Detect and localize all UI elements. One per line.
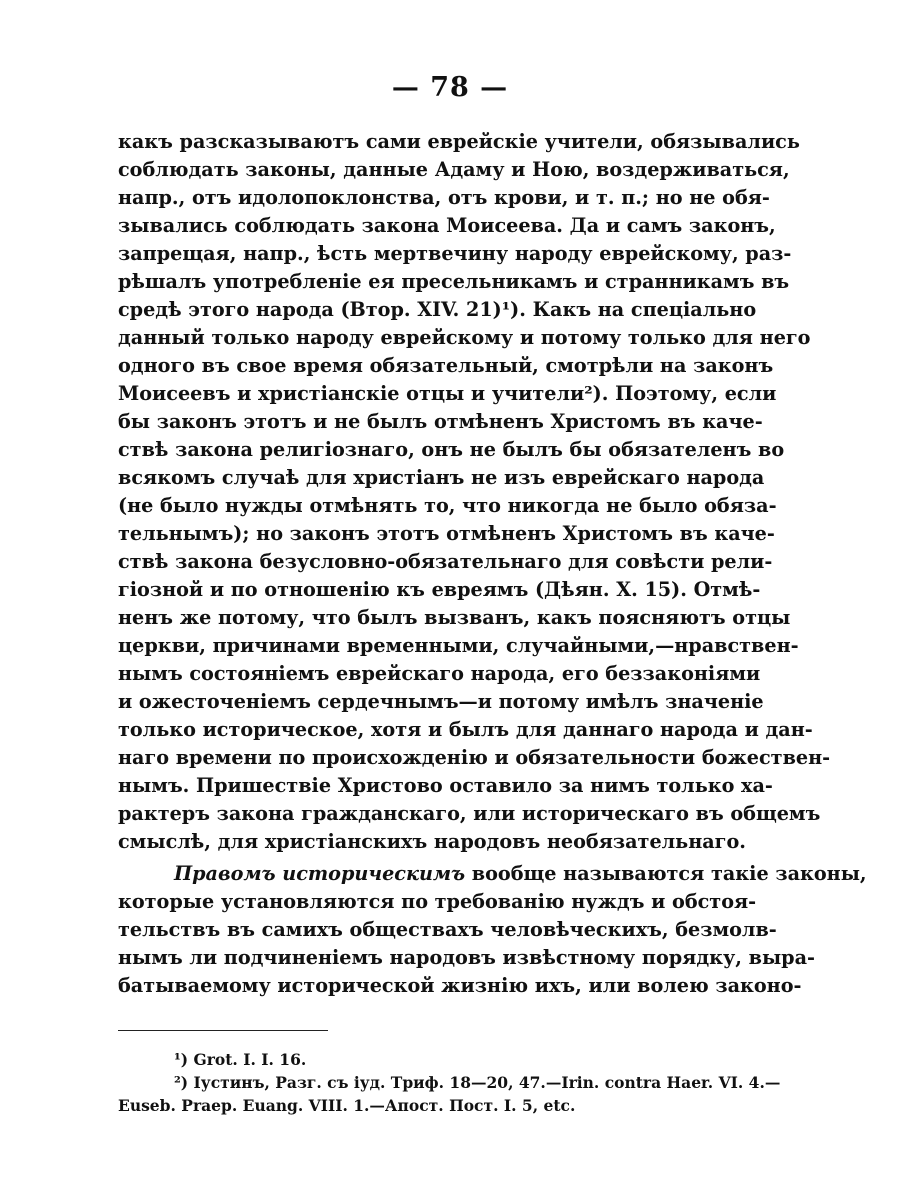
main-text: [118, 128, 867, 1000]
footnotes: [118, 1048, 781, 1117]
paragraph-historical-law: [118, 860, 867, 1000]
paragraph-continuation: [118, 128, 831, 856]
text-line: зывались соблюдать закона Моисеева. Да и самъ законъ,: [118, 214, 776, 237]
text-line: гіозной и по отношенію къ евреямъ (Дѣян. X. 15). Отмѣ-: [118, 578, 761, 601]
text-line: ненъ же потому, что былъ вызванъ, какъ поясняютъ отцы: [118, 606, 791, 629]
text-line: наго времени по происхожденію и обязательности божествен-: [118, 746, 831, 769]
text-line: рѣшалъ употребленіе ея пресельникамъ и странникамъ въ: [118, 270, 790, 293]
text-line: нымъ ли подчиненіемъ народовъ извѣстному порядку, выра-: [118, 946, 815, 969]
text-line: батываемому исторической жизнію ихъ, или волею законо-: [118, 974, 802, 997]
italic-term: Правомъ историческимъ: [174, 862, 466, 885]
text-line: бы законъ этотъ и не былъ отмѣненъ Христомъ въ каче-: [118, 410, 763, 433]
text-line: соблюдать законы, данные Адаму и Ною, воздерживаться,: [118, 158, 790, 181]
page-number: — 78 —: [391, 72, 509, 103]
footnote-2-continuation: Euseb. Praep. Euang. VIII. 1.—Апост. Пост. I. 5, etc.: [118, 1096, 576, 1115]
text-line: церкви, причинами временными, случайными,—нравствен-: [118, 634, 799, 657]
footnote-2: ²) Іустинъ, Разг. съ іуд. Триф. 18—20, 47.—Irin. contra Haer. VI. 4.—: [174, 1073, 781, 1092]
text-line: одного въ свое время обязательный, смотрѣли на законъ: [118, 354, 774, 377]
text-line: средѣ этого народа (Втор. XIV. 21)¹). Какъ на спеціально: [118, 298, 757, 321]
text-line: которые установляются по требованію нуждъ и обстоя-: [118, 890, 757, 913]
text-line: всякомъ случаѣ для христіанъ не изъ еврейскаго народа: [118, 466, 765, 489]
text-line: нымъ. Пришествіе Христово оставило за нимъ только ха-: [118, 774, 773, 797]
text-line: нымъ состояніемъ еврейскаго народа, его беззаконіями: [118, 662, 761, 685]
text-line: тельствъ въ самихъ обществахъ человѣческихъ, безмолв-: [118, 918, 777, 941]
footnote-1: ¹) Grot. I. I. 16.: [174, 1050, 307, 1069]
text-line: [118, 860, 867, 888]
text-line: (не было нужды отмѣнять то, что никогда не было обяза-: [118, 494, 777, 517]
text-line: смыслѣ, для христіанскихъ народовъ необязательнаго.: [118, 830, 746, 853]
text-line: запрещая, напр., ѣсть мертвечину народу еврейскому, раз-: [118, 242, 792, 265]
text-line: данный только народу еврейскому и потому только для него: [118, 326, 811, 349]
text-line: ствѣ закона безусловно-обязательнаго для совѣсти рели-: [118, 550, 773, 573]
text-line: Моисеевъ и христіанскіе отцы и учители²). Поэтому, если: [118, 382, 777, 405]
text-line: тельнымъ); но законъ этотъ отмѣненъ Христомъ въ каче-: [118, 522, 775, 545]
text-run: вообще называются такіе законы,: [465, 862, 867, 885]
footnote-divider: [118, 1030, 328, 1031]
text-line: ствѣ закона религіознаго, онъ не былъ бы обязателенъ во: [118, 438, 785, 461]
text-line: и ожесточеніемъ сердечнымъ—и потому имѣлъ значеніе: [118, 690, 764, 713]
text-line: рактеръ закона гражданскаго, или историческаго въ общемъ: [118, 802, 821, 825]
text-line: напр., отъ идолопоклонства, отъ крови, и т. п.; но не обя-: [118, 186, 770, 209]
text-line: только историческое, хотя и былъ для даннаго народа и дан-: [118, 718, 813, 741]
text-line: какъ разсказываютъ сами еврейскіе учители, обязывались: [118, 130, 800, 153]
